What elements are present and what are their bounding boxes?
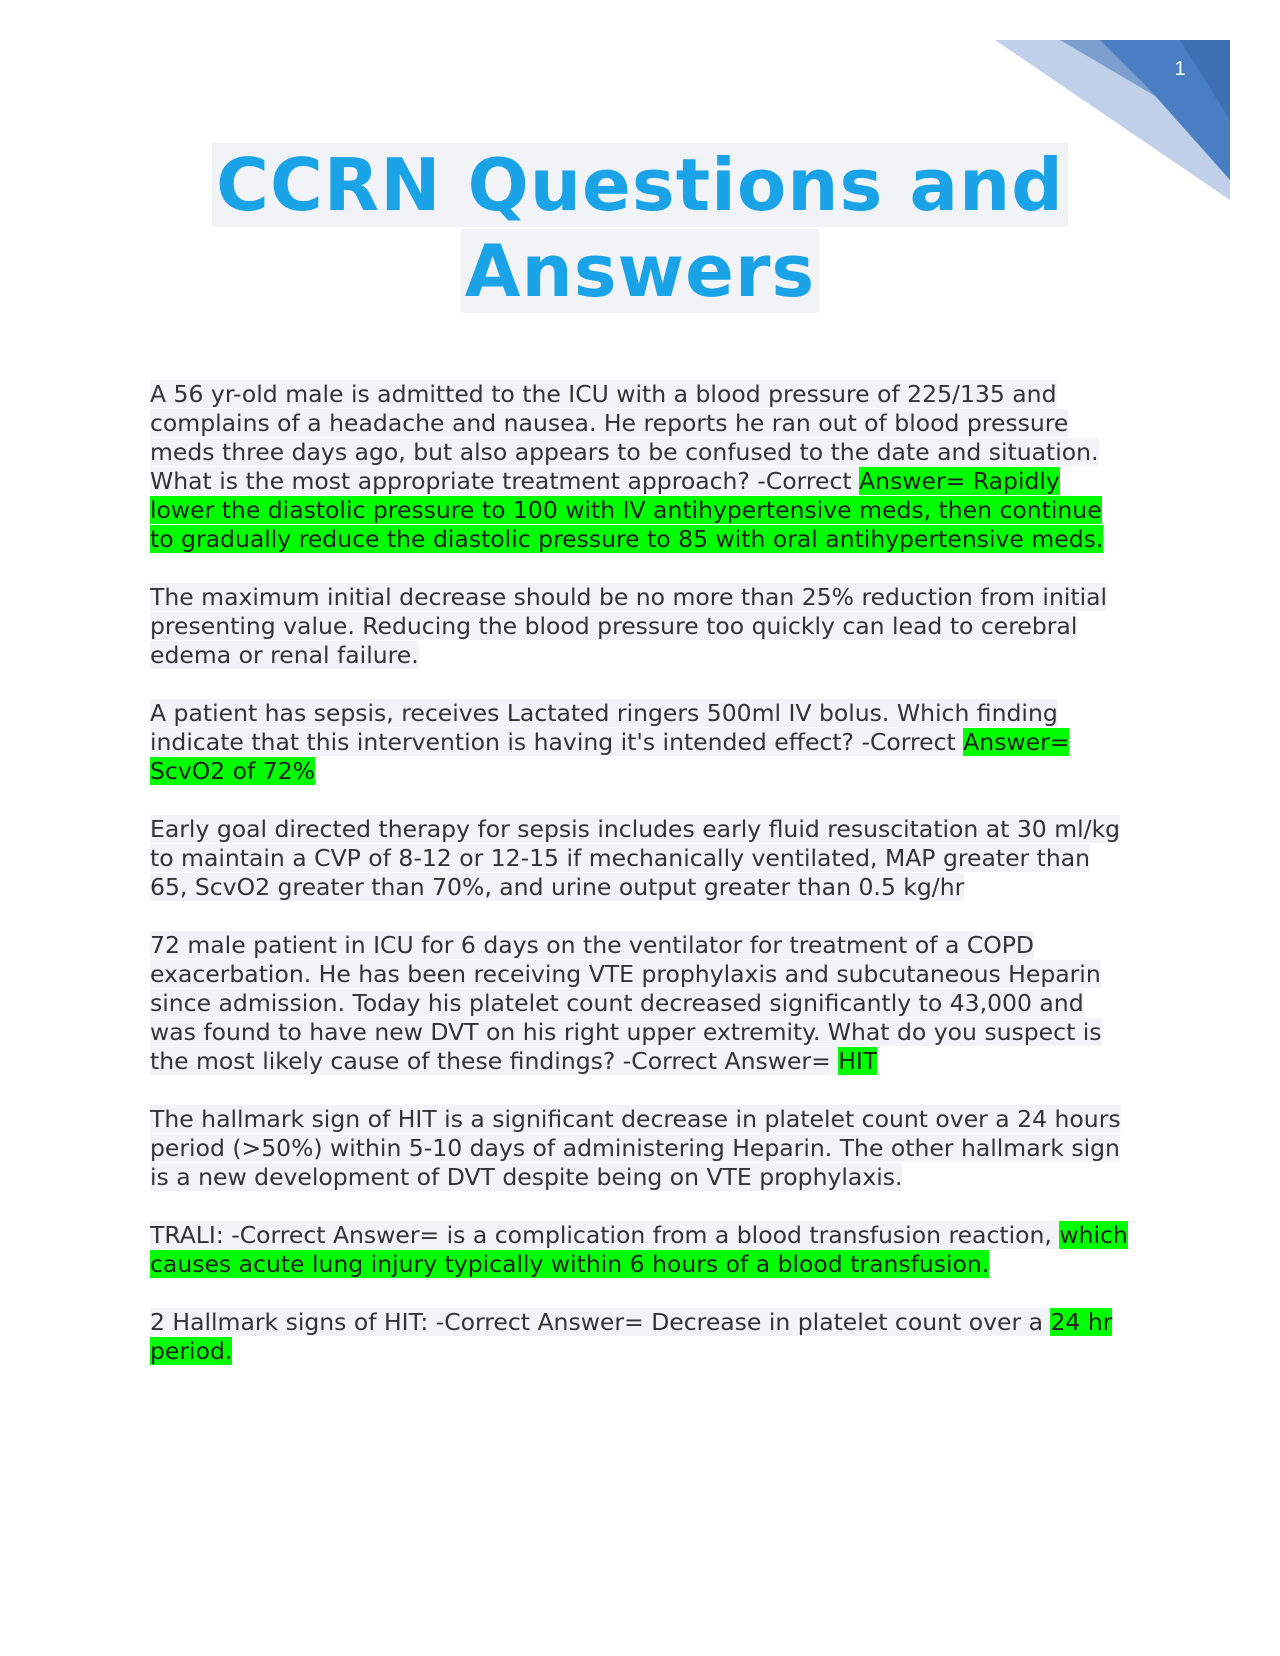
highlighted-answer: 24 hr period. — [150, 1308, 1113, 1365]
question-text: 2 Hallmark signs of HIT: -Correct Answer= Decrease in platelet count over a — [150, 1308, 1051, 1336]
title-line-2: Answers — [461, 229, 820, 313]
qa-paragraph-1 — [150, 380, 1130, 554]
explanation-text: Early goal directed therapy for sepsis includes early fluid resuscitation at 30 ml/kg to maintain a CVP of 8-12 or 12-15 if mechanically ventilated, MAP greater than 65, ScvO2 greater than 70%, and urine output greater than 0.5 kg/hr — [150, 815, 1121, 901]
qa-paragraph-5 — [150, 931, 1130, 1076]
qa-paragraph-6 — [150, 1105, 1130, 1192]
qa-content — [150, 380, 1130, 1395]
question-text: A 56 yr-old male is admitted to the ICU with a blood pressure of 225/135 and complains of a headache and nausea. He reports he ran out of blood pressure meds three days ago, but also appears to be confused to the date and situation. What is the most appropriate treatment approach? -Correct — [150, 380, 1099, 495]
document-title — [150, 142, 1130, 314]
title-line-1: CCRN Questions and — [212, 143, 1068, 227]
page-number: 1 — [1174, 58, 1186, 80]
question-text: TRALI: -Correct Answer= is a complication from a blood transfusion reaction, — [150, 1221, 1060, 1249]
explanation-text: The maximum initial decrease should be no more than 25% reduction from initial presenting value. Reducing the blood pressure too quickly can lead to cerebral edema or renal failure. — [150, 583, 1108, 669]
qa-paragraph-4 — [150, 815, 1130, 902]
question-text: A patient has sepsis, receives Lactated ringers 500ml IV bolus. Which finding indicate that this intervention is having it's intended effect? -Correct — [150, 699, 1058, 756]
highlighted-answer: Answer= ScvO2 of 72% — [150, 728, 1070, 785]
highlighted-answer: which causes acute lung injury typically within 6 hours of a blood transfusion. — [150, 1221, 1128, 1278]
qa-paragraph-2 — [150, 583, 1130, 670]
explanation-text: The hallmark sign of HIT is a significant decrease in platelet count over a 24 hours period (>50%) within 5-10 days of administering Heparin. The other hallmark sign is a new development of DVT despite being on VTE prophylaxis. — [150, 1105, 1121, 1191]
highlighted-answer: HIT — [838, 1047, 878, 1075]
question-text: 72 male patient in ICU for 6 days on the ventilator for treatment of a COPD exacerbation. He has been receiving VTE prophylaxis and subcutaneous Heparin since admission. Today his platelet count decreased significantly to 43,000 and was found to have new DVT on his right upper extremity. What do you suspect is the most likely cause of these findings? -Correct Answer= — [150, 931, 1102, 1075]
qa-paragraph-3 — [150, 699, 1130, 786]
qa-paragraph-8 — [150, 1308, 1130, 1366]
qa-paragraph-7 — [150, 1221, 1130, 1279]
highlighted-answer: Answer= Rapidly lower the diastolic pressure to 100 with IV antihypertensive meds, then continue to gradually reduce the diastolic pressure to 85 with oral antihypertensive meds. — [150, 467, 1104, 553]
